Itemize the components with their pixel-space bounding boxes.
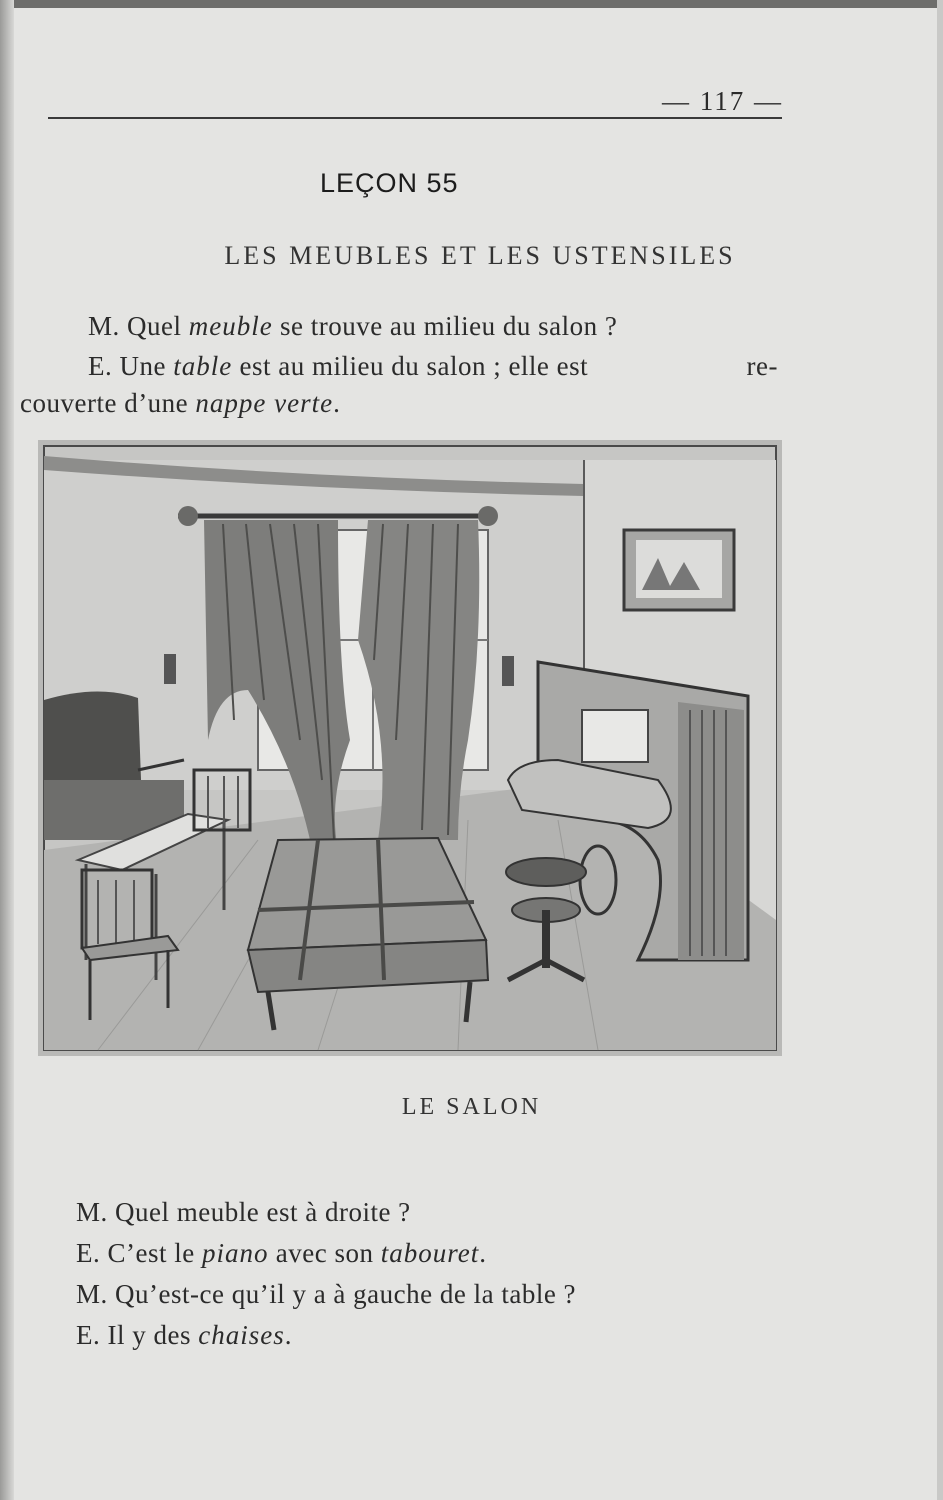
intro-line-1 (88, 306, 617, 346)
speaker-label: M. (76, 1279, 108, 1309)
vocabulary-term: table (173, 351, 233, 381)
text-fragment: couverte d’une (20, 388, 189, 418)
header-rule (48, 117, 782, 119)
text-fragment: Quel meuble est à droite ? (115, 1197, 411, 1227)
speaker-label: E. (88, 351, 113, 381)
hyphenated-fragment: re- (746, 351, 778, 381)
salon-illustration (38, 440, 782, 1056)
vocabulary-term: nappe verte (195, 388, 334, 418)
text-fragment: est au milieu du salon ; elle est (239, 351, 589, 381)
speaker-label: E. (76, 1238, 101, 1268)
punctuation: . (284, 1320, 292, 1350)
vocabulary-term: tabouret (380, 1238, 480, 1268)
text-fragment: Quel (127, 311, 182, 341)
lesson-heading: LEÇON 55 (320, 168, 459, 198)
punctuation: . (333, 388, 341, 418)
illustration-caption: LE SALON (401, 1094, 542, 1120)
vocabulary-term: chaises (198, 1320, 285, 1350)
lesson-subtitle: LES MEUBLES ET LES USTENSILES (224, 241, 736, 270)
speaker-label: M. (88, 311, 120, 341)
intro-line-2 (88, 346, 778, 386)
text-fragment: Qu’est-ce qu’il y a à gauche de la table ? (115, 1279, 577, 1309)
dialogue-line (76, 1233, 486, 1273)
text-fragment: se trouve au milieu du salon ? (279, 311, 618, 341)
text-fragment: Il y des (107, 1320, 191, 1350)
framed-picture (624, 530, 734, 610)
text-fragment: avec son (275, 1238, 374, 1268)
dialogue-line (76, 1274, 576, 1314)
page-left-edge (0, 0, 14, 1500)
text-fragment: Une (119, 351, 166, 381)
speaker-label: E. (76, 1320, 101, 1350)
speaker-label: M. (76, 1197, 108, 1227)
vocabulary-term: meuble (188, 311, 273, 341)
dialogue-line (76, 1192, 411, 1232)
text-fragment: C’est le (107, 1238, 195, 1268)
punctuation: . (479, 1238, 487, 1268)
dialogue-line (76, 1315, 292, 1355)
page-right-edge (937, 0, 943, 1500)
intro-line-3 (20, 383, 340, 423)
vocabulary-term: piano (201, 1238, 269, 1268)
page-top-edge (0, 0, 943, 8)
page-number: — 117 — (662, 86, 783, 116)
